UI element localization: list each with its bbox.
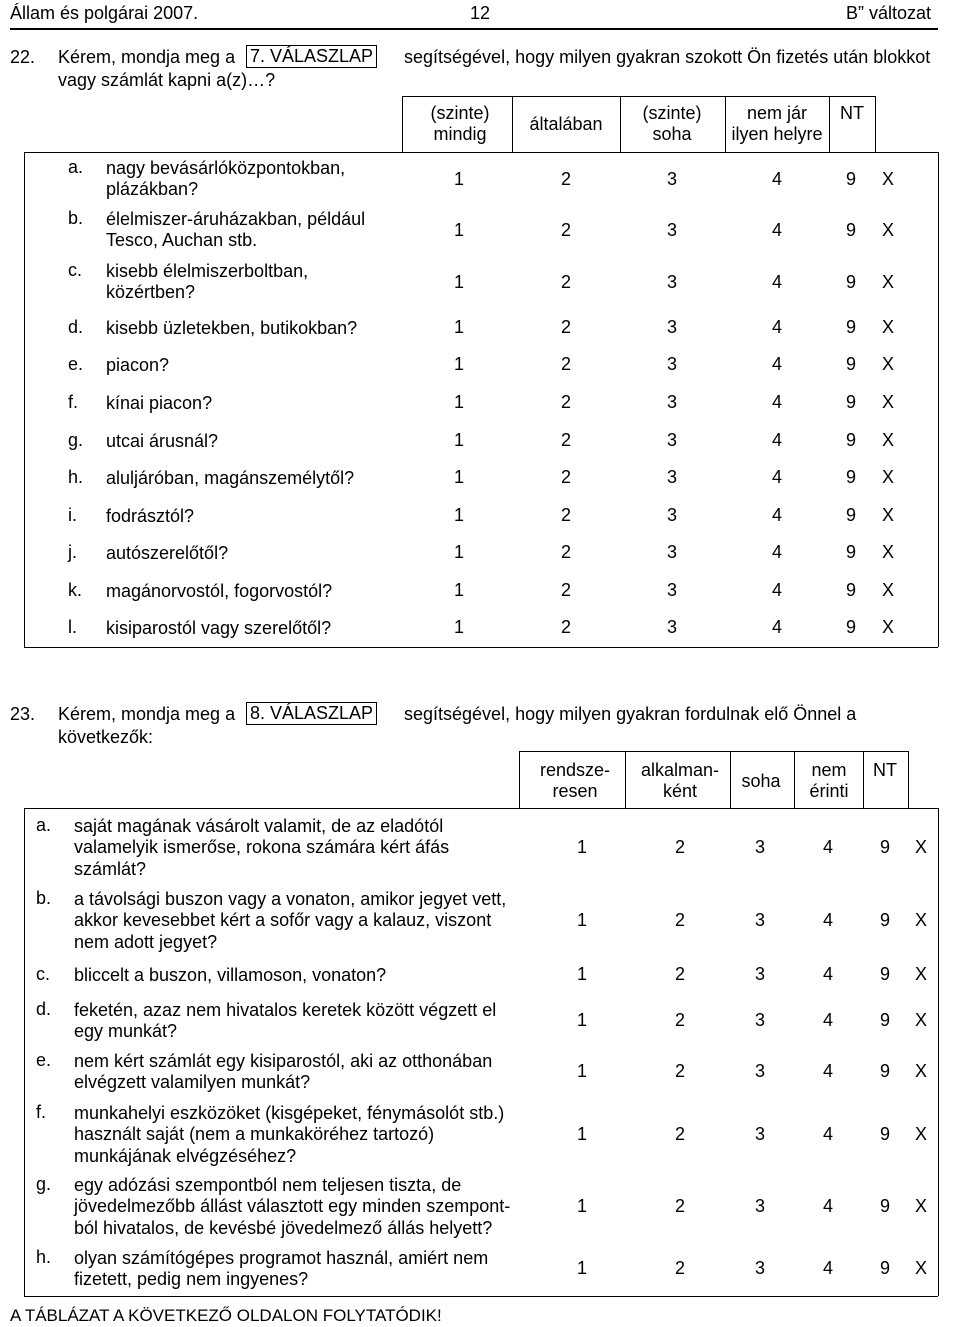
answer-code: 9 [845,317,856,337]
q23-number: 23. [10,704,36,724]
answer-code: 4 [822,910,833,930]
answer-code: X [914,1061,927,1081]
answer-code: 2 [560,580,571,600]
answer-code: 2 [560,617,571,637]
item-text: plázákban? [106,179,199,199]
answer-code: 4 [822,837,833,857]
answer-code: 2 [560,430,571,450]
answer-code: 1 [453,617,464,637]
answer-code: 3 [754,1124,765,1144]
answer-code: 9 [845,505,856,525]
answer-code: 3 [666,617,677,637]
q22-intro-post: segítségével, hogy milyen gyakran szokott Ön fizetés után blokkot [404,47,931,67]
answer-code: 1 [576,1061,587,1081]
answer-code: 4 [771,169,782,189]
answer-code: 3 [666,272,677,292]
item-text: elvégzett valamilyen munkát? [74,1072,311,1093]
answer-code: 2 [560,317,571,337]
q22-card-label: 7. VÁLASZLAP [246,45,377,68]
q23-card-label: 8. VÁLASZLAP [246,702,377,725]
item-text: utcai árusnál? [106,431,219,451]
q23-column-header: NT [873,760,897,780]
answer-code: X [914,1124,927,1144]
item-letter: h. [68,467,84,487]
page-number: 12 [470,3,491,23]
answer-code: X [881,580,894,600]
item-letter: f. [68,392,79,412]
item-text: élelmiszer-áruházakban, például [106,209,366,229]
answer-code: X [881,430,894,450]
answer-code: 9 [879,1124,890,1144]
q23-grid-right-edge [938,808,939,1296]
answer-code: X [881,392,894,412]
item-letter: g. [36,1174,52,1194]
q23-intro-line2: következők: [58,727,154,747]
answer-code: X [881,617,894,637]
q22-column-header: (szinte) soha [642,103,702,144]
item-text: olyan számítógépes programot használ, amiért nem [74,1248,489,1268]
answer-code: 9 [845,169,856,189]
answer-code: 3 [666,392,677,412]
q22-column-header: általában [529,114,603,134]
answer-code: 1 [453,392,464,412]
answer-code: 1 [576,910,587,930]
q23-column-header: alkalman- ként [640,760,720,801]
answer-code: 4 [771,317,782,337]
item-text: munkájának elvégzéséhez? [74,1145,297,1166]
answer-code: 4 [771,542,782,562]
answer-code: 9 [845,392,856,412]
answer-code: 1 [453,542,464,562]
item-text: használt saját (nem a munkaköréhez tartozó) [74,1124,435,1145]
answer-code: 1 [576,1010,587,1030]
answer-code: 4 [822,964,833,984]
item-text: fizetett, pedig nem ingyenes? [74,1269,309,1290]
answer-code: 1 [576,1196,587,1216]
answer-code: 1 [453,272,464,292]
answer-code: 1 [453,505,464,525]
item-letter: l. [68,617,77,637]
answer-code: 2 [560,169,571,189]
answer-code: 4 [771,505,782,525]
answer-code: 3 [754,1258,765,1278]
item-text: autószerelőtől? [106,543,229,563]
answer-code: 9 [845,272,856,292]
item-text: kisebb élelmiszerboltban, [106,261,309,281]
item-letter: d. [36,999,52,1019]
answer-code: X [881,354,894,374]
answer-code: 2 [560,505,571,525]
page-header-left: Állam és polgárai 2007. [10,3,199,23]
answer-code: 4 [771,430,782,450]
answer-code: 2 [560,354,571,374]
item-text: egy munkát? [74,1021,178,1042]
answer-code: 3 [666,220,677,240]
item-text: akkor kevesebbet kért a sofőr vagy a kalauz, viszont [74,910,492,931]
answer-code: 3 [754,837,765,857]
item-text: bliccelt a buszon, villamoson, vonaton? [74,965,387,985]
answer-code: 3 [754,964,765,984]
answer-code: X [881,467,894,487]
q23-grid-header-bottom [24,808,938,809]
item-text: saját magának vásárolt valamit, de az eladótól [74,816,444,836]
item-text: egy adózási szempontból nem teljesen tiszta, de [74,1175,462,1195]
answer-code: 9 [879,1010,890,1030]
answer-code: X [914,1258,927,1278]
answer-code: 1 [453,169,464,189]
item-text: aluljáróban, magánszemélytől? [106,468,355,488]
q23-grid-header-top [519,751,908,752]
answer-code: 9 [845,354,856,374]
answer-code: 2 [560,272,571,292]
item-text: számlát? [74,858,147,879]
answer-code: 3 [754,910,765,930]
answer-code: 4 [771,580,782,600]
item-letter: i. [68,505,77,525]
q22-grid-header-top [402,96,875,97]
item-text: Tesco, Auchan stb. [106,230,258,250]
answer-code: 1 [453,430,464,450]
answer-code: 9 [845,220,856,240]
q23-intro-pre: Kérem, mondja meg a [58,704,236,724]
answer-code: 2 [560,392,571,412]
item-text: nem adott jegyet? [74,931,218,952]
answer-code: 1 [453,317,464,337]
answer-code: 4 [771,272,782,292]
q23-grid-bottom [24,1296,938,1297]
answer-code: X [914,1196,927,1216]
answer-code: 4 [771,220,782,240]
answer-code: 9 [879,910,890,930]
answer-code: 1 [453,580,464,600]
item-text: nagy bevásárlóközpontokban, [106,158,346,178]
page-header-right: B” változat [846,3,932,23]
answer-code: 4 [771,392,782,412]
answer-code: X [914,1010,927,1030]
answer-code: 3 [754,1010,765,1030]
q22-column-header: nem jár ilyen helyre [731,103,823,144]
answer-code: 1 [576,837,587,857]
answer-code: 4 [771,354,782,374]
answer-code: 2 [674,1010,685,1030]
q22-grid-right-edge [938,152,939,647]
answer-code: X [881,272,894,292]
item-letter: c. [68,260,83,280]
item-text: nem kért számlát egy kisiparostól, aki az otthonában [74,1051,493,1071]
answer-code: 2 [674,1196,685,1216]
answer-code: X [881,542,894,562]
answer-code: 4 [771,617,782,637]
q22-intro-line2: vagy számlát kapni a(z)…? [58,70,276,90]
item-letter: k. [68,580,83,600]
answer-code: 3 [666,169,677,189]
answer-code: 4 [822,1196,833,1216]
answer-code: 3 [666,317,677,337]
answer-code: X [914,964,927,984]
answer-code: 9 [845,580,856,600]
header-rule [10,28,938,30]
q22-grid-header-bottom [24,152,938,153]
q23-grid-left-edge [24,808,25,1296]
answer-code: 9 [845,542,856,562]
answer-code: 1 [453,220,464,240]
item-text: kínai piacon? [106,393,213,413]
answer-code: 3 [754,1061,765,1081]
answer-code: 2 [674,1124,685,1144]
answer-code: 9 [845,617,856,637]
answer-code: 3 [666,580,677,600]
answer-code: 9 [879,1196,890,1216]
q22-grid-bottom [24,647,938,648]
item-text: ból hivatalos, de kevésbé jövedelmező állás helyett? [74,1217,493,1238]
answer-code: 9 [879,964,890,984]
q22-column-header: (szinte) mindig [430,103,490,144]
answer-code: 3 [754,1196,765,1216]
answer-code: X [914,837,927,857]
item-text: a távolsági buszon vagy a vonaton, amikor jegyet vett, [74,889,507,909]
answer-code: 2 [560,467,571,487]
item-letter: d. [68,317,84,337]
answer-code: 2 [674,910,685,930]
answer-code: 4 [771,467,782,487]
item-text: munkahelyi eszközöket (kisgépeket, fénymásolót stb.) [74,1103,505,1123]
item-text: magánorvostól, fogorvostól? [106,581,333,601]
answer-code: X [881,317,894,337]
item-text: fodrásztól? [106,506,195,526]
answer-code: 9 [845,467,856,487]
item-text: közértben? [106,282,196,302]
item-text: feketén, azaz nem hivatalos keretek között végzett el [74,1000,497,1020]
answer-code: 3 [666,505,677,525]
answer-code: X [881,220,894,240]
answer-code: 9 [879,837,890,857]
item-letter: b. [68,208,84,228]
q22-grid-left-edge [24,152,25,647]
answer-code: 4 [822,1010,833,1030]
answer-code: 2 [560,220,571,240]
answer-code: 3 [666,467,677,487]
q22-number: 22. [10,47,36,67]
q23-intro-post: segítségével, hogy milyen gyakran fordulnak elő Önnel a [404,704,857,724]
continuation-note: A TÁBLÁZAT A KÖVETKEZŐ OLDALON FOLYTATÓDIK! [10,1306,442,1325]
answer-code: X [881,505,894,525]
item-letter: b. [36,888,52,908]
answer-code: 2 [674,837,685,857]
answer-code: 1 [453,354,464,374]
answer-code: 1 [576,1124,587,1144]
answer-code: 2 [674,964,685,984]
answer-code: 3 [666,354,677,374]
answer-code: 2 [674,1061,685,1081]
answer-code: 4 [822,1061,833,1081]
item-letter: h. [36,1247,52,1267]
answer-code: 9 [845,430,856,450]
answer-code: X [914,910,927,930]
item-letter: a. [68,157,84,177]
item-text: piacon? [106,355,170,375]
q23-column-header: rendsze- resen [539,760,611,801]
item-letter: e. [36,1050,52,1070]
q22-column-header: NT [840,103,864,123]
answer-code: 9 [879,1061,890,1081]
item-text: kisiparostól vagy szerelőtől? [106,618,332,638]
item-letter: j. [68,542,77,562]
answer-code: 9 [879,1258,890,1278]
answer-code: 1 [576,1258,587,1278]
item-letter: a. [36,815,52,835]
answer-code: 3 [666,542,677,562]
answer-code: 2 [560,542,571,562]
answer-code: 2 [674,1258,685,1278]
answer-code: 1 [576,964,587,984]
item-letter: f. [36,1102,47,1122]
answer-code: 1 [453,467,464,487]
item-letter: c. [36,964,51,984]
answer-code: 3 [666,430,677,450]
item-text: kisebb üzletekben, butikokban? [106,318,358,338]
q23-column-header: nem érinti [809,760,849,801]
item-letter: g. [68,430,84,450]
item-text: valamelyik ismerőse, rokona számára kért áfás [74,837,450,858]
item-letter: e. [68,354,84,374]
answer-code: 4 [822,1124,833,1144]
answer-code: X [881,169,894,189]
item-text: jövedelmezőbb állást választott egy minden szempont- [74,1196,511,1217]
answer-code: 4 [822,1258,833,1278]
q23-column-header: soha [741,771,781,791]
q22-intro-pre: Kérem, mondja meg a [58,47,236,67]
